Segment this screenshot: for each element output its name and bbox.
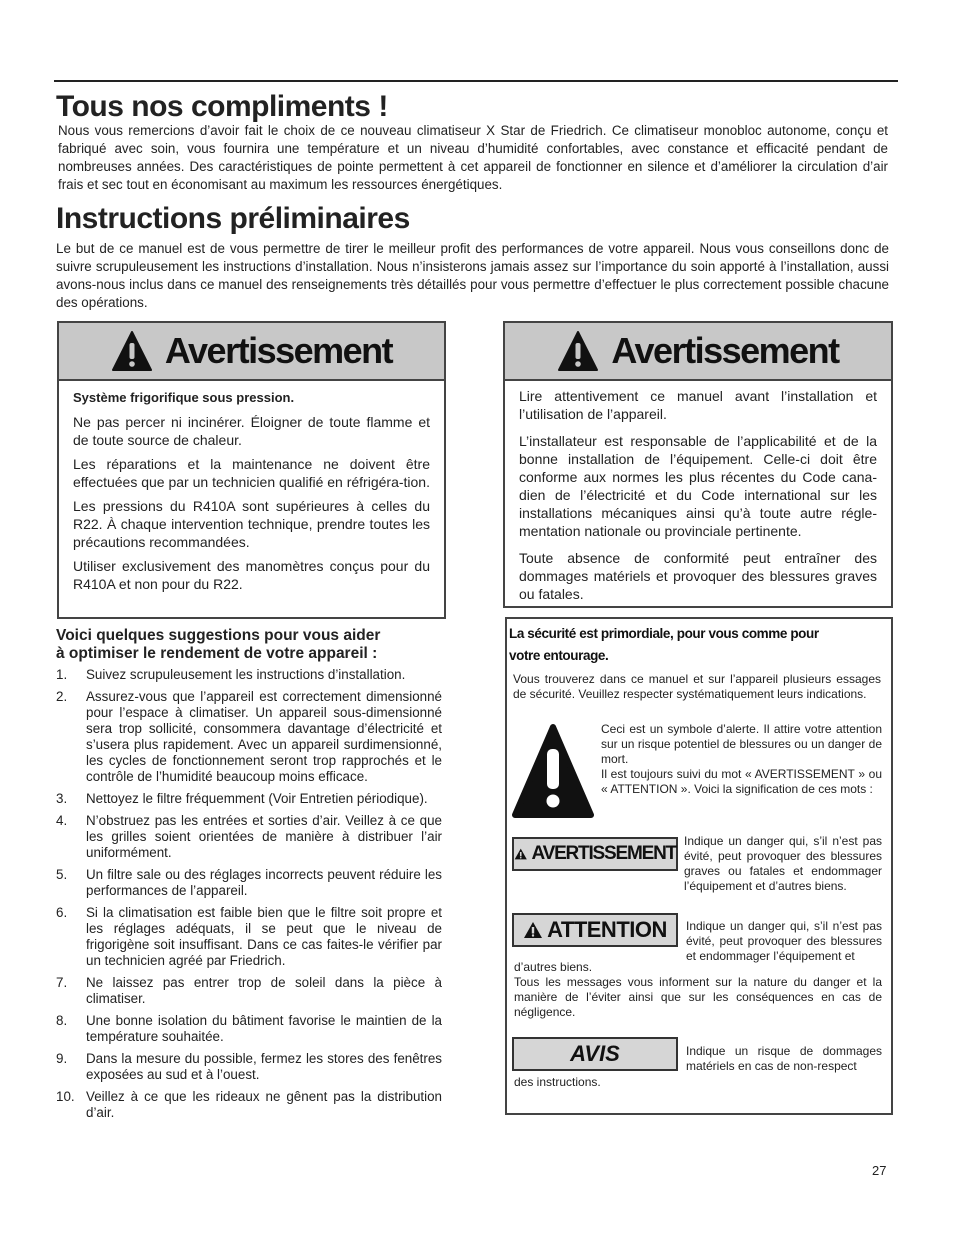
- list-item: [56, 813, 442, 861]
- label-attention-description: Indique un danger qui, s’il n’est pas évité, peut provoquer des blessures et endommager l’équipement et: [686, 919, 882, 963]
- list-number: 1.: [56, 667, 68, 682]
- warning-paragraph: Lire attentivement ce manuel avant l’installation et l’utilisation de l’appareil.: [519, 388, 877, 422]
- list-item: [56, 1051, 442, 1083]
- label-avertissement: [512, 837, 678, 871]
- list-text: Suivez scrupuleusement les instructions d’installation.: [86, 667, 406, 682]
- list-item: [56, 689, 442, 785]
- list-number: 10.: [56, 1089, 75, 1104]
- warning-paragraph: Utiliser exclusivement des manomètres conçus pour du R410A et non pour du R22.: [73, 558, 430, 592]
- label-avis-description-end: des instructions.: [514, 1075, 601, 1089]
- warning-header-left: [59, 323, 444, 381]
- warning-header-right: [505, 323, 891, 381]
- warning-triangle-icon: [557, 330, 599, 372]
- label-avis-description: Indique un risque de dommages matériels en cas de non-respect: [686, 1044, 882, 1073]
- safety-title-line: votre entourage.: [509, 648, 609, 663]
- warning-triangle-icon: [523, 921, 543, 939]
- list-text: Si la climatisation est faible bien que le filtre soit propre et les réglages adéquats, il se peut que le niveau de frigorigène soit insuffisant. Dans ce cas faites-le vérifier par un technicien agréé par Friedrich.: [86, 905, 442, 968]
- label-avis-text: AVIS: [570, 1041, 620, 1066]
- messages-text: Tous les messages vous informent sur la nature du danger et la manière de l’éviter ainsi que sur les conséquences en cas de négligence.: [514, 975, 882, 1019]
- preliminaires-title: Instructions préliminaires: [56, 202, 410, 235]
- list-number: 6.: [56, 905, 68, 920]
- warning-title-right: Avertissement: [611, 330, 839, 371]
- list-text: Veillez à ce que les rideaux ne gênent pas la distribution d’air.: [86, 1089, 442, 1120]
- list-number: 5.: [56, 867, 68, 882]
- warning-paragraph: Les pressions du R410A sont supérieures à celles du R22. À chaque intervention technique, prendre toutes les précautions recommandées.: [73, 498, 430, 550]
- list-item: [56, 791, 442, 807]
- label-avertissement-description: Indique un danger qui, s’il n’est pas évité, peut provoquer des blessures graves ou fatales et endommager l’équipement et d’autres biens.: [684, 834, 882, 893]
- warning-body-right: [505, 381, 891, 617]
- label-avis: [512, 1037, 678, 1071]
- warning-body-left: [59, 381, 444, 607]
- alert-symbol-icon: [511, 723, 595, 819]
- alert-text: Ceci est un symbole d’alerte. Il attire votre attention sur un risque potentiel de blessures ou un danger de mort.: [601, 722, 882, 766]
- list-number: 8.: [56, 1013, 68, 1028]
- warning-heading: Système frigorifique sous pression.: [73, 390, 295, 405]
- list-text: Dans la mesure du possible, fermez les stores des fenêtres exposées au sud et à l’ouest.: [86, 1051, 442, 1082]
- warning-triangle-icon: [514, 845, 527, 863]
- list-number: 4.: [56, 813, 68, 828]
- warning-paragraph: L’installateur est responsable de l’applicabilité et de la bonne installation de l’équipement. Celle-ci doit être conforme aux normes les plus récentes du Code cana-dien de l’électricité et du Code international sur les installations mécaniques ainsi qu’à toute autre régle-mentation nationale ou provinciale pertinente.: [519, 433, 877, 539]
- list-text: Un filtre sale ou des réglages incorrects peuvent réduire les performances de l’appareil.: [86, 867, 442, 898]
- list-number: 7.: [56, 975, 68, 990]
- list-item: [56, 867, 442, 899]
- list-item: [56, 1089, 442, 1121]
- list-item: [56, 667, 442, 683]
- warning-paragraph: Les réparations et la maintenance ne doivent être effectuées que par un technicien qualifié en réfrigéra-tion.: [73, 456, 430, 490]
- list-number: 2.: [56, 689, 68, 704]
- warning-box-left: [57, 321, 446, 619]
- alert-description: [601, 722, 882, 797]
- list-text: Ne laissez pas entrer trop de soleil dans la pièce à climatiser.: [86, 975, 442, 1006]
- safety-title: [509, 623, 887, 667]
- suggestions-list: [56, 667, 442, 1127]
- list-text: Nettoyez le filtre fréquemment (Voir Entretien périodique).: [86, 791, 428, 806]
- alert-text: Il est toujours suivi du mot « AVERTISSEMENT » ou « ATTENTION ». Voici la signification de ces mots :: [601, 767, 882, 796]
- warning-paragraph: Toute absence de conformité peut entraîner des dommages matériels et provoquer des blessures graves ou fatales.: [519, 550, 877, 602]
- page-number: 27: [872, 1163, 887, 1178]
- preliminaires-text: Le but de ce manuel est de vous permettre de tirer le meilleur profit des performances de votre appareil. Nous vous conseillons donc de suivre scrupuleusement les instructions d’installation. Nous n’insisterons jamais assez sur l’importance du soin apporté à l’installation, aussi avons-nous inclus dans ce manuel des renseignements très détaillés pour vous permettre d’effectuer le plus correctement possible chacune des opérations.: [56, 241, 889, 310]
- warning-title-left: Avertissement: [164, 330, 393, 371]
- label-attention: [512, 913, 678, 947]
- label-attention-text: ATTENTION: [547, 917, 667, 942]
- suggestions-title: [56, 627, 456, 663]
- warning-box-right: [503, 321, 893, 608]
- label-avertissement-text: AVERTISSEMENT: [531, 843, 676, 864]
- list-item: [56, 975, 442, 1007]
- safety-intro: Vous trouverez dans ce manuel et sur l’appareil plusieurs essages de sécurité. Veuillez respecter systématiquement leurs indications.: [513, 672, 881, 701]
- compliments-title: Tous nos compliments !: [56, 90, 388, 123]
- list-text: Assurez-vous que l’appareil est correctement dimensionné pour l’espace à climatiser. Un appareil sous-dimensionné sera trop sollicité, consommera davantage d’électricité et s’usera plus rapidement. Avec un appareil surdimensionné, les cycles de fonctionnement seront trop rapprochés et le contrôle de l’humidité beaucoup moins efficace.: [86, 689, 442, 784]
- safety-title-line: La sécurité est primordiale, pour vous comme pour: [509, 626, 819, 641]
- label-attention-description-end: d’autres biens.: [514, 960, 593, 974]
- suggestions-title-line: Voici quelques suggestions pour vous aider: [56, 627, 381, 644]
- list-text: N’obstruez pas les entrées et sorties d’air. Veillez à ce que les grilles soient orientées de manière à distribuer l’air uniformément.: [86, 813, 442, 860]
- compliments-text: Nous vous remercions d’avoir fait le choix de ce nouveau climatiseur X Star de Friedrich. Ce climatiseur monobloc autonome, conçu et fabriqué avec soin, vous fournira une température et un niveau d’humidité confortables, avec constance et efficacité pendant de nombreuses années. Des caractéristiques de pointe permettent à cet appareil de fonctionner en silence et d’améliorer la circulation d’air frais et sec tout en économisant au maximum les ressources énergétiques.: [58, 123, 888, 192]
- list-number: 9.: [56, 1051, 68, 1066]
- suggestions-title-line: à optimiser le rendement de votre appareil :: [56, 645, 378, 662]
- list-item: [56, 1013, 442, 1045]
- list-text: Une bonne isolation du bâtiment favorise le maintien de la température souhaitée.: [86, 1013, 442, 1044]
- warning-paragraph: Ne pas percer ni incinérer. Éloigner de toute flamme et de toute source de chaleur.: [73, 414, 430, 448]
- list-number: 3.: [56, 791, 68, 806]
- warning-triangle-icon: [111, 330, 153, 372]
- top-rule: [54, 80, 898, 82]
- list-item: [56, 905, 442, 969]
